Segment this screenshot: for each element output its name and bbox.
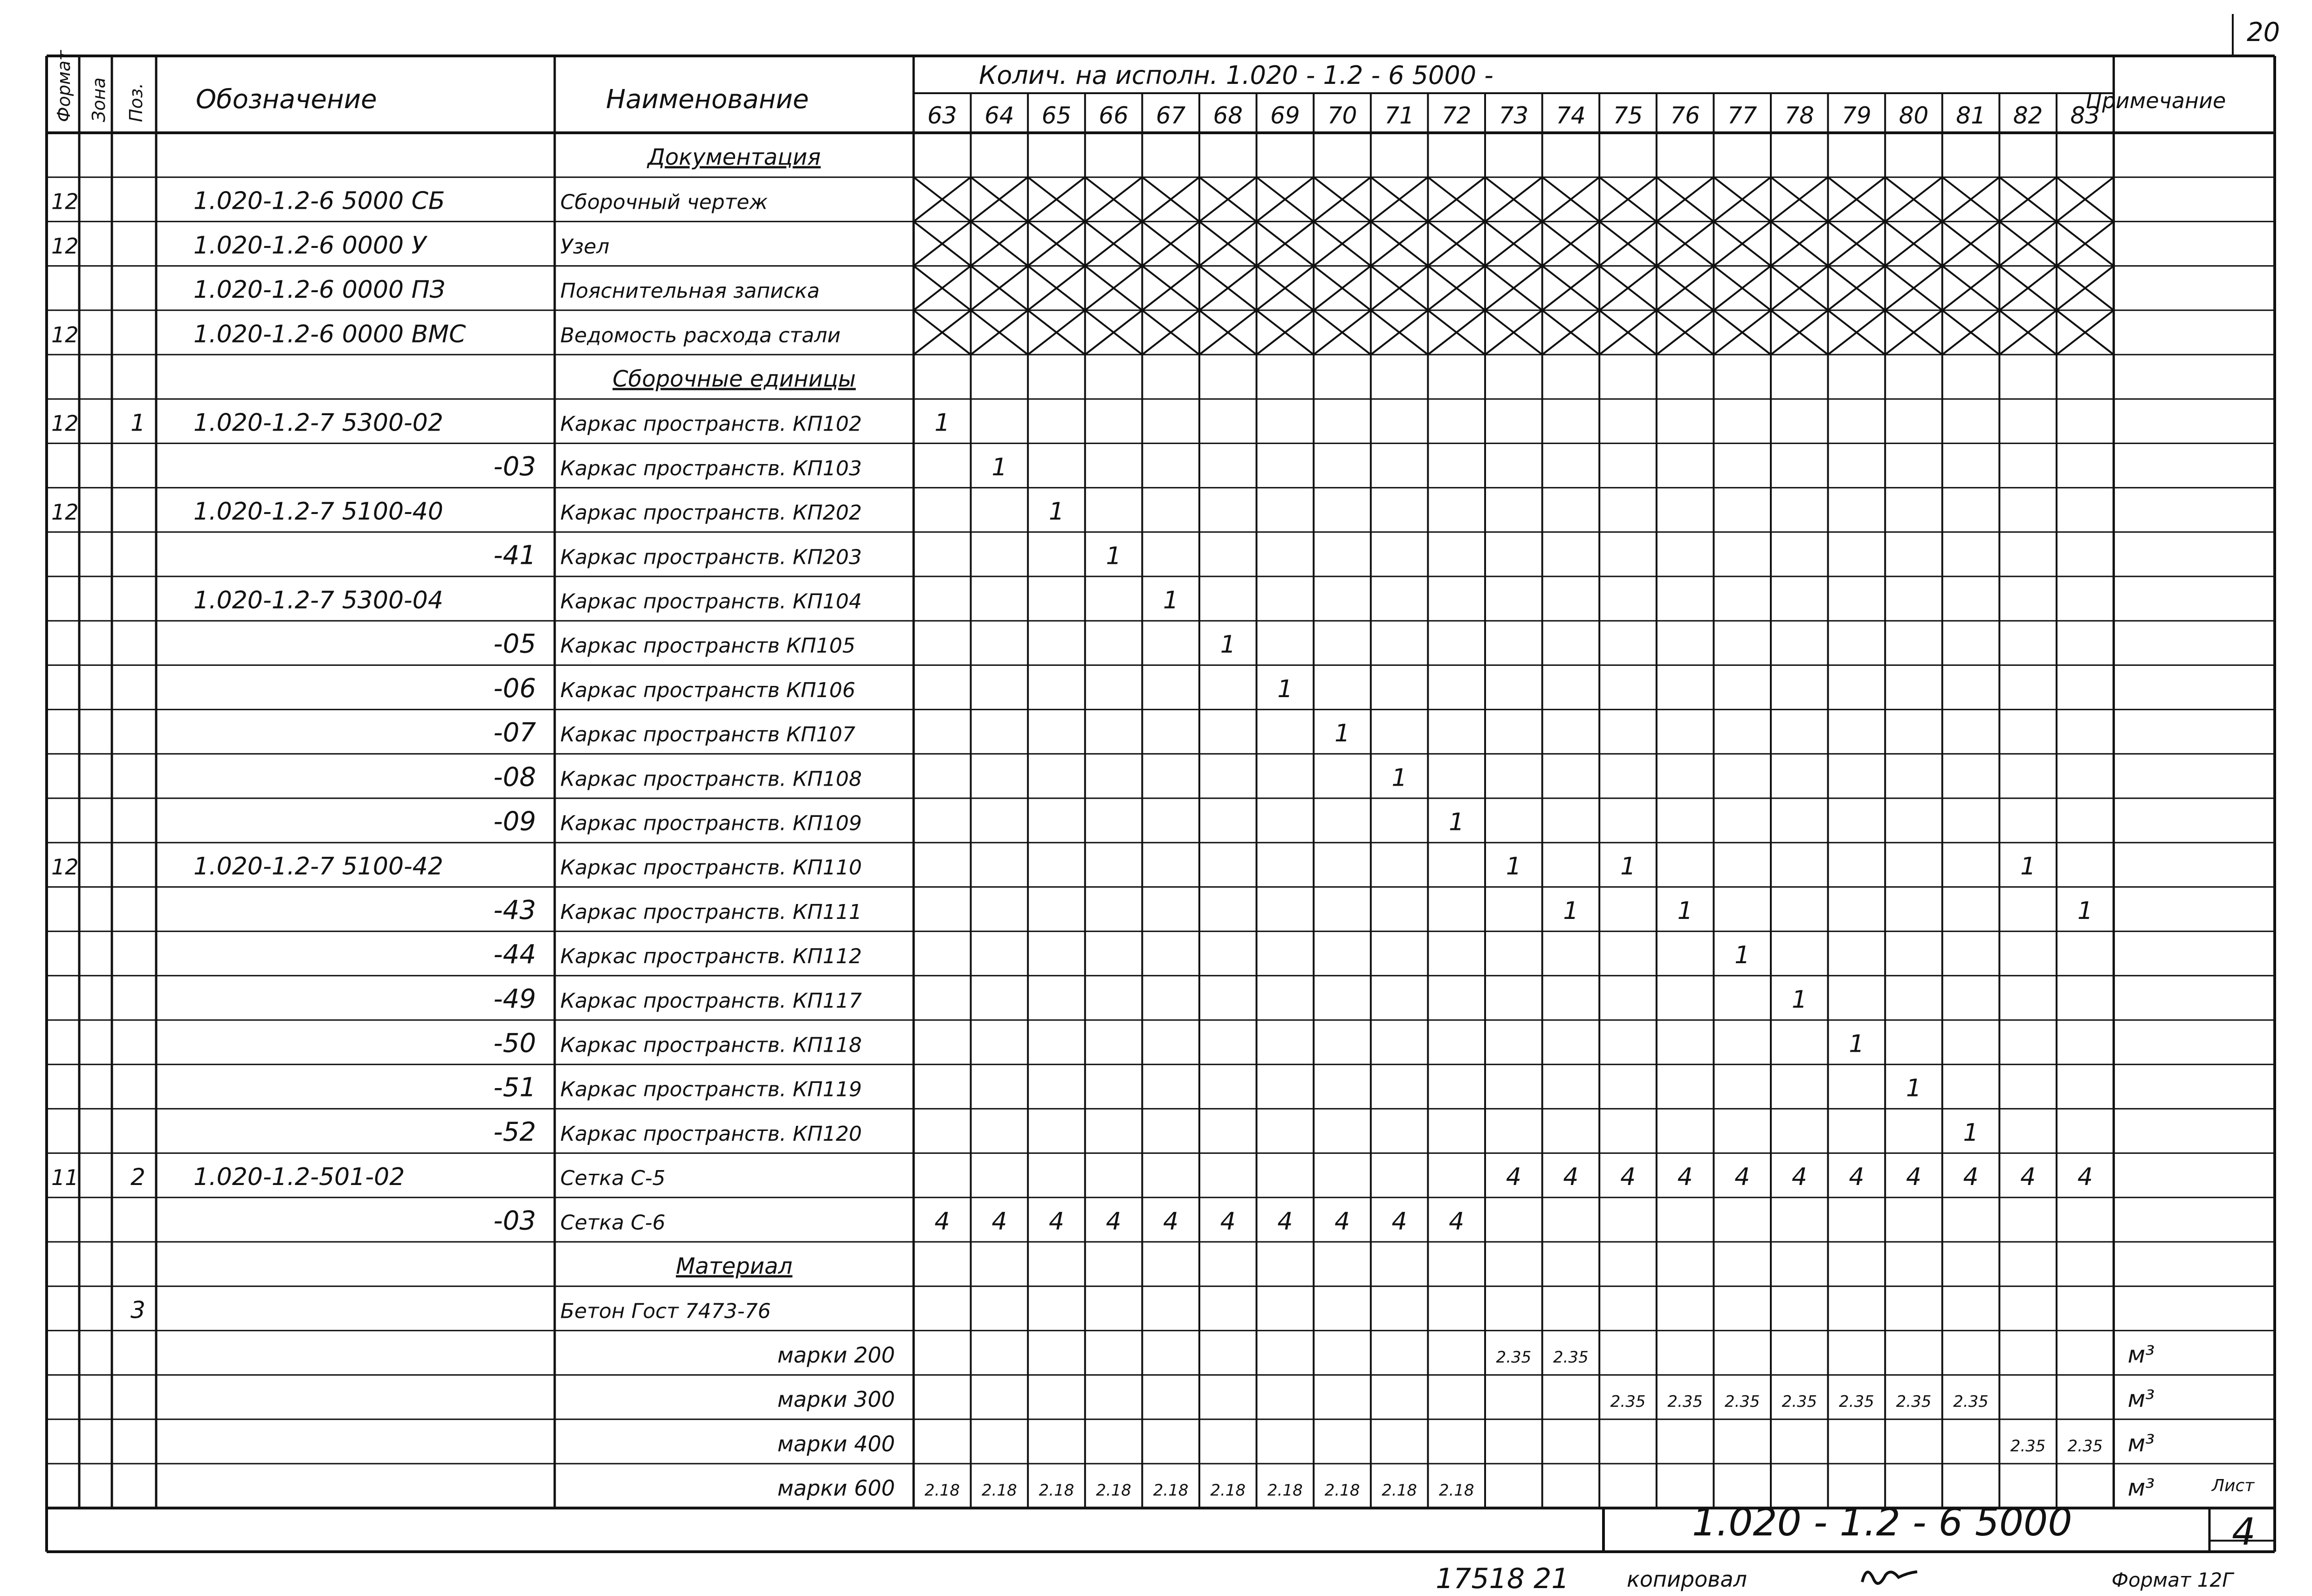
- qty-cell: 4: [2020, 1163, 2036, 1192]
- qty-cell: 4: [1277, 1207, 1293, 1236]
- row-name: марки 200: [777, 1342, 895, 1368]
- row-format: 12: [51, 854, 79, 880]
- qty-cell: 2.35: [1953, 1392, 1989, 1411]
- header-zone: Зона: [89, 77, 109, 122]
- section-heading: Сборочные единицы: [612, 366, 856, 392]
- qty-cell: 4: [1677, 1163, 1693, 1192]
- row-designation: 1.020-1.2-7 5100-42: [193, 852, 443, 881]
- row-pos: 1: [131, 409, 145, 437]
- qty-cell: 1: [1506, 852, 1521, 881]
- qty-cell: 1: [1391, 764, 1407, 792]
- row-name: Сборочный чертеж: [560, 190, 768, 214]
- row-name: Пояснительная записка: [560, 279, 820, 303]
- variant-col-66: 66: [1099, 102, 1128, 129]
- header-pos: Поз.: [126, 82, 146, 122]
- qty-cell: 1: [1563, 897, 1579, 925]
- row-designation: -44: [493, 939, 536, 970]
- row-format: 12: [51, 189, 79, 214]
- qty-cell: 2.18: [1096, 1481, 1131, 1500]
- qty-cell: 1: [1334, 719, 1350, 748]
- qty-cell: 1: [1106, 542, 1122, 570]
- qty-cell: 4: [934, 1207, 950, 1236]
- row-designation: -09: [493, 806, 536, 837]
- qty-cell: 1: [1734, 941, 1750, 970]
- variant-col-78: 78: [1784, 102, 1815, 129]
- row-note: м³: [2127, 1341, 2155, 1368]
- qty-cell: 4: [2077, 1163, 2093, 1192]
- row-name: Каркас пространств. КП109: [560, 811, 862, 836]
- row-name: Каркас пространств. КП103: [560, 456, 862, 480]
- row-name: Каркас пространств. КП120: [560, 1122, 862, 1146]
- variant-col-64: 64: [984, 102, 1014, 129]
- row-name: Каркас пространств. КП104: [560, 589, 862, 614]
- header-format: Формат: [54, 50, 74, 122]
- row-designation: -50: [493, 1028, 536, 1059]
- sheet-label: Лист: [2212, 1476, 2255, 1495]
- qty-cell: 2.18: [1210, 1481, 1246, 1500]
- row-name: Сетка С-5: [560, 1166, 666, 1191]
- row-note: м³: [2127, 1430, 2155, 1457]
- variant-col-70: 70: [1327, 102, 1357, 129]
- sheet-number: 4: [2232, 1510, 2256, 1554]
- qty-cell: 2.18: [1324, 1481, 1360, 1500]
- qty-cell: 2.35: [1553, 1348, 1589, 1367]
- variant-col-75: 75: [1613, 102, 1643, 129]
- doc-code: 1.020 - 1.2 - 6 5000: [1692, 1500, 2072, 1545]
- header-note: Примечание: [2086, 88, 2226, 113]
- row-designation: 1.020-1.2-6 0000 ПЗ: [193, 276, 446, 304]
- qty-cell: 2.35: [1896, 1392, 1932, 1411]
- section-heading: Документация: [647, 144, 821, 171]
- row-name: Каркас пространств. КП108: [560, 767, 862, 791]
- qty-cell: 2.18: [1039, 1481, 1074, 1500]
- qty-cell: 2.18: [1382, 1481, 1417, 1500]
- qty-cell: 2.35: [1839, 1392, 1874, 1411]
- header-designation: Обозначение: [196, 84, 377, 115]
- qty-cell: 1: [991, 453, 1007, 481]
- row-designation: -05: [493, 629, 536, 659]
- sheet-corner-number: 20: [2247, 17, 2280, 48]
- row-designation: -06: [493, 673, 536, 704]
- qty-cell: 2.35: [1496, 1348, 1532, 1367]
- qty-cell: 4: [1620, 1163, 1636, 1192]
- row-name: Ведомость расхода стали: [560, 323, 841, 348]
- qty-cell: 1: [1277, 675, 1293, 703]
- qty-cell: 2.18: [1153, 1481, 1189, 1500]
- qty-cell: 1: [1963, 1118, 1979, 1147]
- section-heading: Материал: [675, 1253, 793, 1280]
- qty-cell: 2.35: [1782, 1392, 1817, 1411]
- row-name: Каркас пространств. КП203: [560, 545, 862, 569]
- qty-cell: 4: [1906, 1163, 1922, 1192]
- variant-col-65: 65: [1041, 102, 1072, 129]
- qty-cell: 4: [1963, 1163, 1979, 1192]
- row-designation: 1.020-1.2-501-02: [193, 1163, 405, 1192]
- row-designation: -51: [493, 1072, 536, 1103]
- variant-col-71: 71: [1384, 102, 1414, 129]
- row-designation: 1.020-1.2-6 5000 СБ: [193, 187, 445, 215]
- row-name: Каркас пространств. КП110: [560, 856, 862, 880]
- row-designation: -49: [493, 984, 536, 1014]
- qty-cell: 4: [1220, 1207, 1236, 1236]
- row-name: Каркас пространств. КП112: [560, 945, 862, 969]
- qty-cell: 1: [1048, 498, 1065, 526]
- signature-scribble: [1862, 1572, 1917, 1583]
- qty-cell: 4: [1506, 1163, 1521, 1192]
- row-name: Каркас пространств. КП202: [560, 501, 862, 525]
- qty-cell: 2.35: [2067, 1437, 2103, 1456]
- row-designation: 1.020-1.2-7 5300-04: [193, 586, 443, 615]
- qty-cell: 1: [1791, 986, 1807, 1014]
- variant-col-69: 69: [1270, 102, 1300, 129]
- row-pos: 3: [131, 1296, 145, 1324]
- qty-cell: 1: [2077, 897, 2093, 925]
- qty-cell: 4: [1391, 1207, 1407, 1236]
- row-name: Каркас пространств. КП117: [560, 989, 862, 1013]
- row-note: м³: [2127, 1474, 2155, 1501]
- row-designation: -07: [493, 718, 536, 748]
- qty-cell: 2.35: [1724, 1392, 1760, 1411]
- qty-cell: 4: [1849, 1163, 1865, 1192]
- row-designation: 1.020-1.2-6 0000 ВМС: [193, 320, 466, 349]
- qty-cell: 4: [1734, 1163, 1750, 1192]
- qty-cell: 2.18: [982, 1481, 1017, 1500]
- format-label: Формат 12Г: [2112, 1569, 2233, 1591]
- qty-cell: 1: [1220, 630, 1236, 659]
- variant-col-76: 76: [1670, 102, 1700, 129]
- qty-cell: 2.35: [1610, 1392, 1646, 1411]
- variant-col-80: 80: [1899, 102, 1929, 129]
- qty-cell: 4: [1106, 1207, 1122, 1236]
- row-name: марки 600: [777, 1475, 895, 1501]
- row-name: Каркас пространств КП107: [560, 723, 855, 747]
- row-name: марки 400: [777, 1431, 895, 1457]
- row-name: Каркас пространств. КП102: [560, 412, 862, 436]
- row-format: 12: [51, 500, 79, 525]
- qty-cell: 4: [991, 1207, 1007, 1236]
- row-name: Узел: [560, 234, 610, 259]
- variant-col-68: 68: [1213, 102, 1243, 129]
- inventory-number: 17518 21: [1436, 1562, 1569, 1595]
- qty-cell: 4: [1563, 1163, 1579, 1192]
- qty-cell: 2.18: [1267, 1481, 1303, 1500]
- row-designation: -03: [493, 1206, 536, 1236]
- header-qty-title: Колич. на исполн. 1.020 - 1.2 - 6 5000 -: [979, 61, 1493, 90]
- variant-col-73: 73: [1499, 102, 1529, 129]
- row-format: 12: [51, 322, 79, 348]
- row-name: Каркас пространств. КП118: [560, 1033, 862, 1057]
- variant-col-63: 63: [927, 102, 957, 129]
- qty-cell: 2.18: [924, 1481, 960, 1500]
- row-name: Каркас пространств. КП111: [560, 900, 862, 924]
- variant-col-83: 83: [2070, 102, 2100, 129]
- qty-cell: 4: [1791, 1163, 1807, 1192]
- row-format: 12: [51, 233, 79, 259]
- row-designation: -52: [493, 1117, 536, 1147]
- variant-col-79: 79: [1842, 102, 1872, 129]
- copied-label: копировал: [1627, 1567, 1747, 1592]
- header-name: Наименование: [606, 84, 809, 115]
- row-name: марки 300: [777, 1387, 895, 1412]
- qty-cell: 1: [934, 409, 950, 437]
- qty-cell: 1: [1163, 586, 1179, 615]
- qty-cell: 4: [1334, 1207, 1350, 1236]
- row-designation: -03: [493, 451, 536, 482]
- row-name: Сетка С-6: [560, 1211, 666, 1235]
- row-designation: -43: [493, 895, 536, 925]
- variant-col-72: 72: [1441, 102, 1472, 129]
- qty-cell: 4: [1163, 1207, 1179, 1236]
- row-designation: 1.020-1.2-7 5300-02: [193, 409, 443, 437]
- qty-cell: 4: [1449, 1207, 1465, 1236]
- row-note: м³: [2127, 1385, 2155, 1413]
- row-format: 12: [51, 411, 79, 436]
- table-cells: [51, 102, 2154, 1501]
- qty-cell: 2.35: [1667, 1392, 1703, 1411]
- row-designation: 1.020-1.2-6 0000 У: [193, 231, 427, 260]
- qty-cell: 1: [1620, 852, 1636, 881]
- variant-col-67: 67: [1156, 102, 1186, 129]
- qty-cell: 1: [1906, 1074, 1922, 1103]
- qty-cell: 1: [1849, 1030, 1865, 1058]
- qty-cell: 2.35: [2010, 1437, 2046, 1456]
- qty-cell: 2.18: [1438, 1481, 1474, 1500]
- variant-col-74: 74: [1556, 102, 1586, 129]
- row-name: Каркас пространств. КП119: [560, 1077, 862, 1102]
- row-format: 11: [51, 1165, 79, 1191]
- row-designation: -41: [493, 540, 536, 571]
- row-designation: 1.020-1.2-7 5100-40: [193, 498, 443, 526]
- qty-cell: 1: [1449, 808, 1465, 836]
- qty-cell: 4: [1048, 1207, 1065, 1236]
- row-name: Бетон Гост 7473-76: [560, 1299, 771, 1323]
- row-name: Каркас пространств КП105: [560, 634, 855, 658]
- variant-col-82: 82: [2013, 102, 2043, 129]
- row-designation: -08: [493, 762, 536, 793]
- row-name: Каркас пространств КП106: [560, 678, 855, 702]
- variant-col-81: 81: [1956, 102, 1986, 129]
- variant-col-77: 77: [1727, 102, 1757, 129]
- qty-cell: 1: [1677, 897, 1693, 925]
- qty-cell: 1: [2020, 852, 2036, 881]
- row-pos: 2: [131, 1164, 145, 1191]
